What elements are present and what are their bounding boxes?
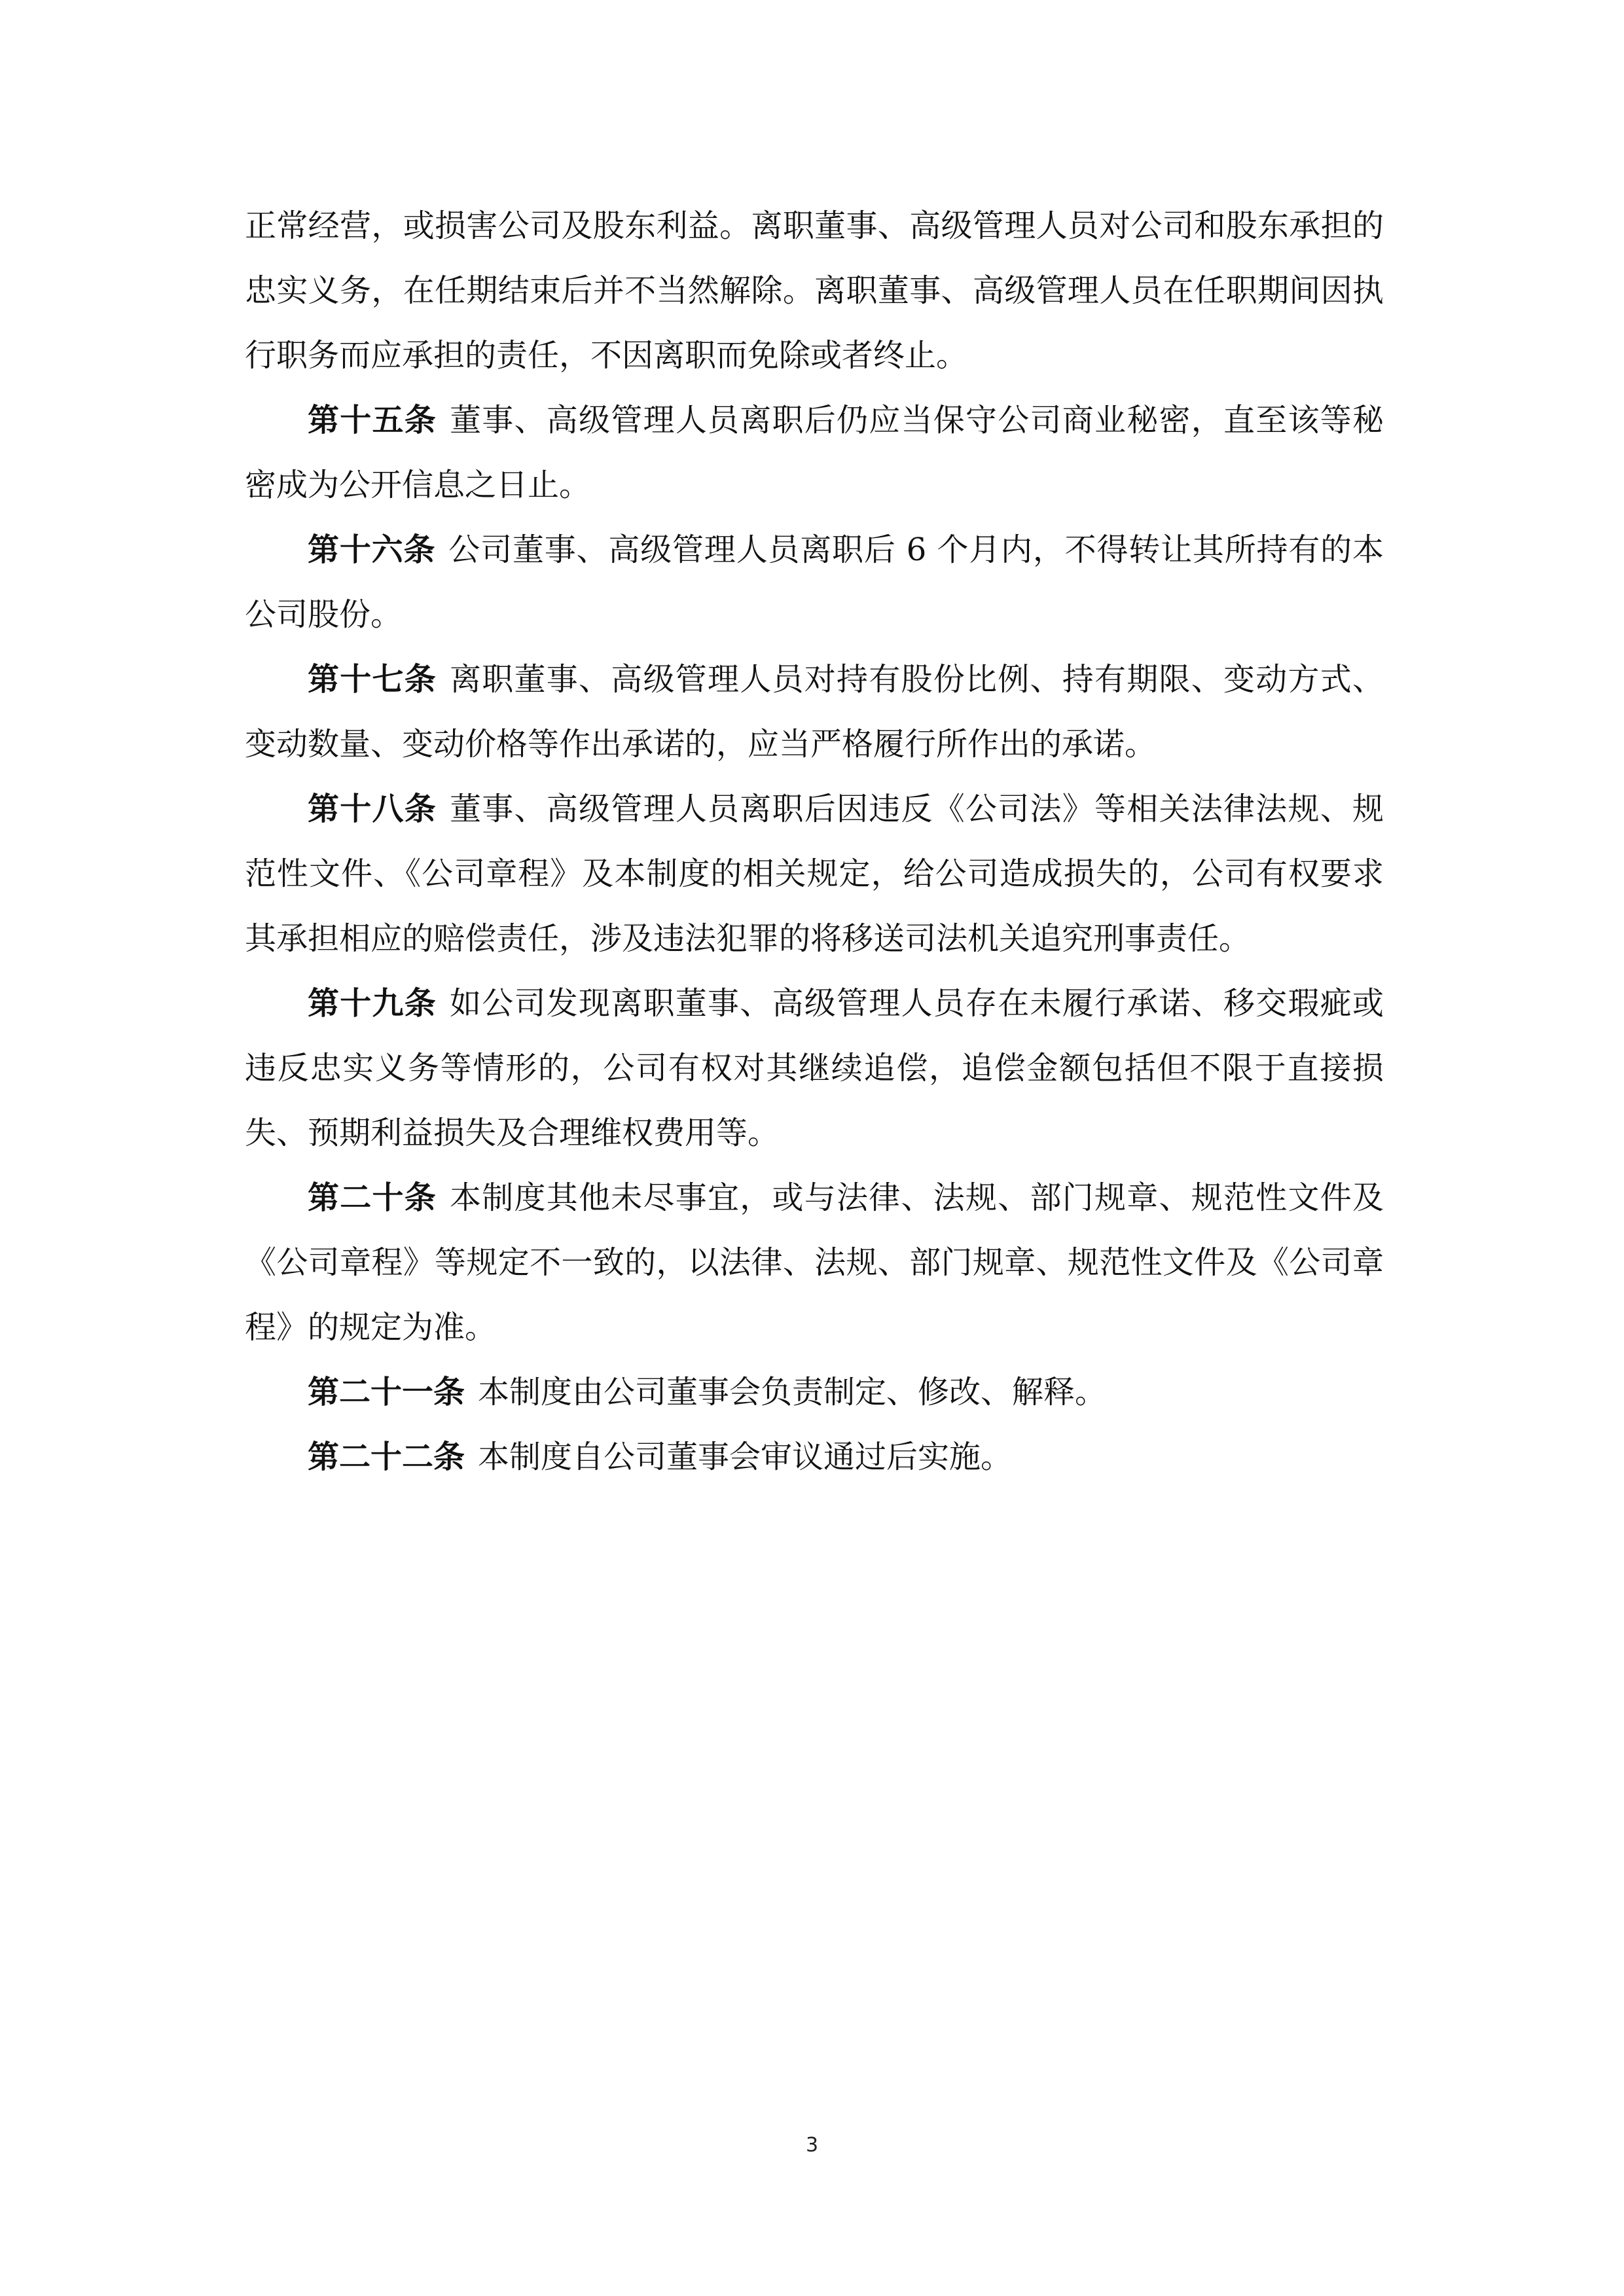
paragraph-text: 本制度自公司董事会审议通过后实施。	[478, 1439, 1013, 1475]
article-21	[245, 1360, 1384, 1425]
article-number: 第十五条	[308, 402, 437, 439]
article-22	[245, 1425, 1384, 1490]
document-body	[245, 194, 1384, 1490]
article-number: 第十八条	[308, 791, 437, 827]
article-16	[245, 518, 1384, 647]
article-number: 第二十一条	[308, 1374, 465, 1410]
article-20	[245, 1166, 1384, 1360]
article-number: 第十六条	[308, 531, 436, 568]
paragraph-text: 本制度由公司董事会负责制定、修改、解释。	[478, 1374, 1107, 1410]
paragraph-text: 公司董事、高级管理人员离职后 6 个月内，不得转让其所持有的本公司股份。	[245, 531, 1384, 633]
article-number: 第十九条	[308, 985, 437, 1022]
article-number: 第十七条	[308, 661, 437, 698]
paragraph-text: 董事、高级管理人员离职后因违反《公司法》等相关法律法规、规范性文件、《公司章程》及本制度的相关规定，给公司造成损失的，公司有权要求其承担相应的赔偿责任，涉及违法犯罪的将移送司法机关追究刑事责任。	[245, 791, 1384, 957]
article-18	[245, 777, 1384, 971]
article-number: 第二十二条	[308, 1439, 465, 1475]
article-number: 第二十条	[308, 1179, 437, 1216]
paragraph-text: 如公司发现离职董事、高级管理人员存在未履行承诺、移交瑕疵或违反忠实义务等情形的，公司有权对其继续追偿，追偿金额包括但不限于直接损失、预期利益损失及合理维权费用等。	[245, 985, 1384, 1151]
article-19	[245, 971, 1384, 1166]
paragraph-text: 离职董事、高级管理人员对持有股份比例、持有期限、变动方式、变动数量、变动价格等作出承诺的，应当严格履行所作出的承诺。	[245, 661, 1384, 762]
paragraph-text: 本制度其他未尽事宜，或与法律、法规、部门规章、规范性文件及《公司章程》等规定不一致的，以法律、法规、部门规章、规范性文件及《公司章程》的规定为准。	[245, 1179, 1384, 1346]
paragraph-continuation	[245, 194, 1384, 388]
article-17	[245, 647, 1384, 777]
paragraph-text: 董事、高级管理人员离职后仍应当保守公司商业秘密，直至该等秘密成为公开信息之日止。	[245, 402, 1384, 503]
paragraph-text: 正常经营，或损害公司及股东利益。离职董事、高级管理人员对公司和股东承担的忠实义务，在任期结束后并不当然解除。离职董事、高级管理人员在任职期间因执行职务而应承担的责任，不因离职而免除或者终止。	[245, 207, 1384, 374]
article-15	[245, 388, 1384, 518]
page-number: 3	[805, 2134, 819, 2157]
